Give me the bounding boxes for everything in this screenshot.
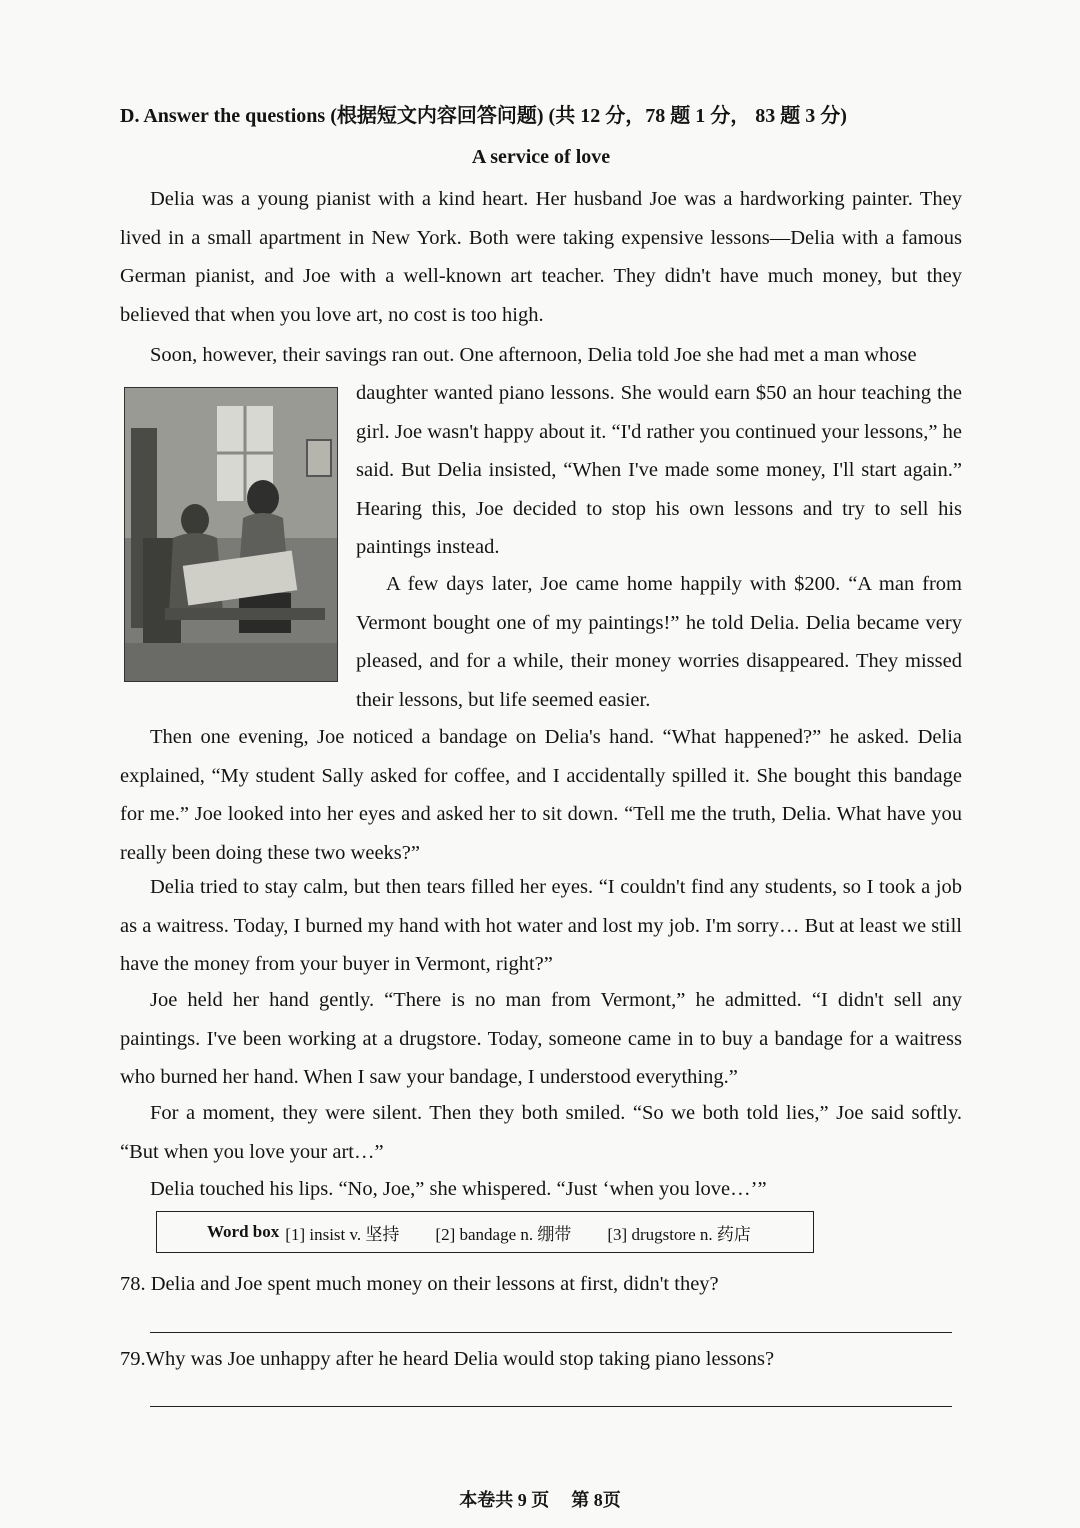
paragraph-3: A few days later, Joe came home happily with $200. “A man from Vermont bought one of my paintings!” he told Delia. Delia became very pleased, and for a while, their money worries disappeared. They missed their lessons, but life seemed easier. (356, 573, 962, 711)
paragraph-2-first-line: Soon, however, their savings ran out. One afternoon, Delia told Joe she had met a man whose (150, 344, 917, 366)
paragraph-1: Delia was a young pianist with a kind heart. Her husband Joe was a hardworking painter. They lived in a small apartment in New York. Both were taking expensive lessons—Delia with a famous German pianist, and Joe with a well-known art teacher. They didn't have much money, but they believed that when you love art, no cost is too high. (120, 188, 962, 326)
word-box-label: Word box (207, 1222, 280, 1241)
page-footer (0, 1486, 1080, 1512)
word-box-item: [2] bandage n. 绷带 (435, 1224, 572, 1244)
question-78: 78. Delia and Joe spent much money on their lessons at first, didn't they? (120, 1273, 719, 1295)
word-box (156, 1211, 814, 1253)
answer-line-79[interactable] (150, 1406, 952, 1407)
paragraph-6: Joe held her hand gently. “There is no man from Vermont,” he admitted. “I didn't sell any paintings. I've been working at a drugstore. Today, someone came in to buy a bandage for a waitress who burned her hand. When I saw your bandage, I understood everything.” (120, 989, 962, 1088)
answer-line-78[interactable] (150, 1332, 952, 1333)
story-title: A service of love (471, 146, 611, 168)
story-illustration (124, 387, 338, 682)
word-box-item: [1] insist v. 坚持 (285, 1224, 400, 1244)
section-heading: D. Answer the questions (根据短文内容回答问题) (共 12 分，78 题 1 分， 83 题 3 分) (120, 105, 847, 127)
question-79: 79.Why was Joe unhappy after he heard Delia would stop taking piano lessons? (120, 1348, 775, 1370)
word-box-item: [3] drugstore n. 药店 (607, 1224, 751, 1244)
paragraph-2-continued: daughter wanted piano lessons. She would earn $50 an hour teaching the girl. Joe wasn't happy about it. “I'd rather you continued your lessons,” he said. But Delia insisted, “When I've made some money, I'll start again.” Hearing this, Joe decided to stop his own lessons and try to sell his paintings instead. (356, 382, 962, 558)
paragraph-8: Delia touched his lips. “No, Joe,” she whispered. “Just ‘when you love…’” (150, 1178, 767, 1200)
total-pages: 本卷共 9 页 (459, 1490, 550, 1510)
paragraph-5: Delia tried to stay calm, but then tears filled her eyes. “I couldn't find any students, so I took a job as a waitress. Today, I burned my hand with hot water and lost my job. I'm sorry… But at least we still have the money from your buyer in Vermont, right?” (120, 876, 962, 975)
page-number: 第 8页 (571, 1490, 621, 1510)
paragraph-7: For a moment, they were silent. Then they both smiled. “So we both told lies,” Joe said softly. “But when you love your art…” (120, 1102, 962, 1163)
paragraph-4: Then one evening, Joe noticed a bandage on Delia's hand. “What happened?” he asked. Delia explained, “My student Sally asked for coffee, and I accidentally spilled it. She bought this bandage for me.” Joe looked into her eyes and asked her to sit down. “Tell me the truth, Delia. What have you really been doing these two weeks?” (120, 726, 962, 864)
